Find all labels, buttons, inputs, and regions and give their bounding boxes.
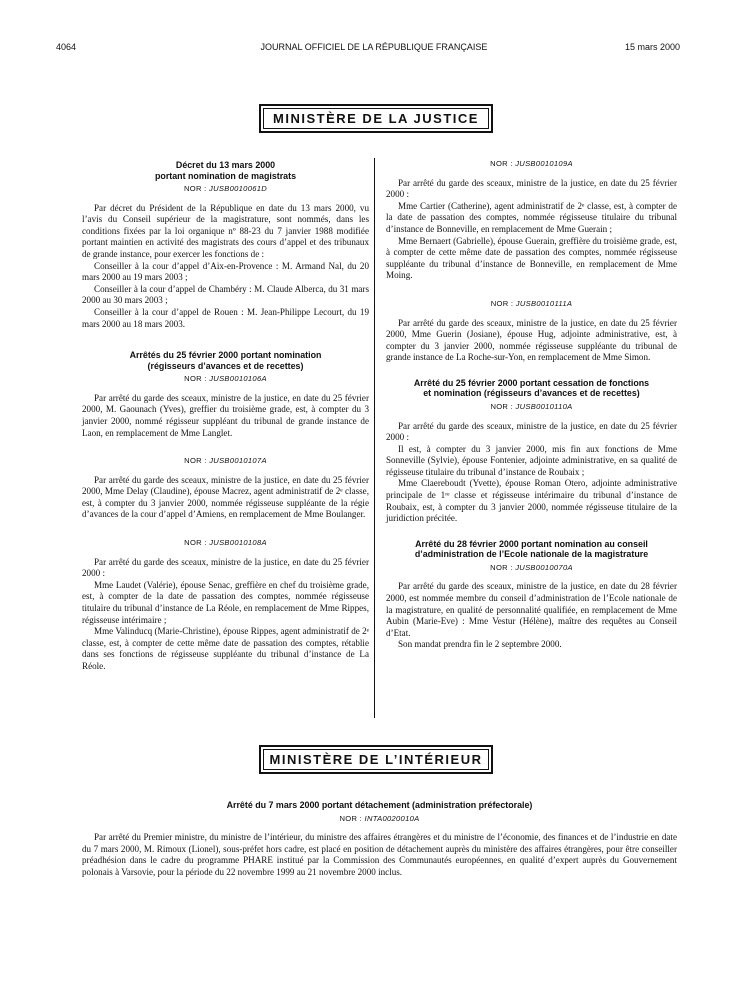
paragraph: Par décret du Président de la République en date du 13 mars 2000, vu l’avis du Conseil supérieur de la magistrature, sont nommés, dans les conditions fixées par la loi organique nº 88-23 du 7 janvier 1988 modifiée portant maintien en activité des magistrats des cours d’appel et des tribunaux de grande instance, pour exercer les fonctions de : <box>82 202 369 259</box>
paragraph: Par arrêté du garde des sceaux, ministre de la justice, en date du 25 février 2000 : <box>82 556 369 579</box>
decree-title: Décret du 13 mars 2000 portant nomination de magistrats <box>154 160 297 181</box>
journal-title: JOURNAL OFFICIEL DE LA RÉPUBLIQUE FRANÇAISE <box>260 42 488 52</box>
paragraph: Par arrêté du garde des sceaux, ministre de la justice, en date du 28 février 2000, est nommée membre du conseil d’administration de l’Ecole nationale de la magistrature, en qualité de personnalité qualifiée, en remplacement de Mme Aubin (Marie-Eve) : Mme Vestur (Hélène), maître des requêtes au Conseil d’Etat. <box>386 581 677 638</box>
ministry-interior-heading <box>259 745 493 774</box>
arrete-title: Arrêtés du 25 février 2000 portant nomination (régisseurs d’avances et de recettes) <box>129 350 322 371</box>
paragraph: Mme Cartier (Catherine), agent administratif de 2ᵉ classe, est, à compter de la date de passation des comptes, nommée régisseuse titulaire du tribunal d’instance de Bonneville, en remplacement de Mme Guerain ; <box>386 200 677 234</box>
paragraph: Par arrêté du Premier ministre, du ministre de l’intérieur, du ministre des affaires étrangères et du ministre de l’économie, des finances et de l’industrie en date du 7 mars 2000, M. Rimoux (Lionel), sous-préfet hors cadre, est placé en position de détachement auprès du ministère des affaires étrangères, pour être conseiller préadhésion dans le cadre du programme PHARE institué par la Commission des Communautés européennes, en qualité d’expert auprès du Gouvernement polonais à Varsovie, pour la période du 22 novembre 1999 au 21 novembre 2000 inclus. <box>82 832 677 877</box>
paragraph: Par arrêté du garde des sceaux, ministre de la justice, en date du 25 février 2000 : <box>386 177 677 200</box>
paragraph: Conseiller à la cour d’appel de Chambéry : M. Claude Alberca, du 31 mars 2000 au 30 mars 2003 ; <box>82 283 369 306</box>
nor-reference: NOR : JUSB0010106A <box>184 374 267 384</box>
nor-reference: NOR : JUSB0010108A <box>184 538 267 548</box>
interior-section <box>82 800 677 878</box>
paragraph: Mme Claereboudt (Yvette), épouse Roman Otero, adjointe administrative principale de 1ʳᵉ classe et régisseuse intérimaire du tribunal d’instance de Roubaix, est, à compter du 3 janvier 2000, nommée régisseuse titulaire de la juridiction précitée. <box>386 478 677 524</box>
issue-date: 15 mars 2000 <box>624 42 680 52</box>
paragraph: Conseiller à la cour d’appel de Rouen : M. Jean-Philippe Lecourt, du 19 mars 2000 au 18 mars 2003. <box>82 306 369 329</box>
nor-reference: NOR : INTA0020010A <box>339 813 420 823</box>
arrete-title: Arrêté du 25 février 2000 portant cessation de fonctions et nomination (régisseurs d’avances et de recettes) <box>413 377 650 399</box>
paragraph: Par arrêté du garde des sceaux, ministre de la justice, en date du 25 février 2000, M. Gaounach (Yves), greffier du troisième grade, est, à compter du 3 janvier 2000, nommé régisseur suppléant du tribunal de grande instance de Laon, en remplacement de Mme Langlet. <box>82 392 369 438</box>
arrete-title: Arrêté du 28 février 2000 portant nomination au conseil d’administration de l’Ecole nationale de la magistrature <box>414 538 649 560</box>
paragraph: Par arrêté du garde des sceaux, ministre de la justice, en date du 25 février 2000, Mme Guerin (Josiane), épouse Hug, adjointe administrative, est, à compter du 3 janvier 2000, nommée régisseuse suppléante du tribunal de grande instance de La Roche-sur-Yon, en remplacement de Mme Simon. <box>386 317 677 363</box>
ministry-justice-heading <box>259 104 493 133</box>
right-column <box>386 156 677 651</box>
paragraph: Par arrêté du garde des sceaux, ministre de la justice, en date du 25 février 2000 : <box>386 420 677 443</box>
arrete-title: Arrêté du 7 mars 2000 portant détachement (administration préfectorale) <box>226 800 533 810</box>
column-divider <box>374 158 375 718</box>
nor-reference: NOR : JUSB0010109A <box>490 159 573 168</box>
paragraph: Son mandat prendra fin le 2 septembre 2000. <box>398 639 562 650</box>
nor-reference: NOR : JUSB0010061D <box>183 184 268 193</box>
ministry-justice-label: MINISTÈRE DE LA JUSTICE <box>263 108 489 129</box>
paragraph: Par arrêté du garde des sceaux, ministre de la justice, en date du 25 février 2000, Mme Delay (Claudine), épouse Macrez, agent administratif de 2ᵉ classe, est, à compter du 3 janvier 2000, nommée régisseuse suppléante de la régie d’avances de la cour d’appel d’Amiens, en remplacement de Mme Boulanger. <box>82 474 369 520</box>
paragraph: Il est, à compter du 3 janvier 2000, mis fin aux fonctions de Mme Sonneville (Sylvie), épouse Fontenier, adjointe administrative, en sa qualité de régisseuse titulaire du tribunal d’instance de Roubaix ; <box>386 443 677 477</box>
paragraph: Mme Bernaert (Gabrielle), épouse Guerain, greffière du troisième grade, est, à compter de cette même date de passation des comptes, nommée régisseuse suppléante du tribunal d’instance de Bonneville, en remplacement de Mme Moing. <box>386 235 677 281</box>
nor-reference: NOR : JUSB0010110A <box>490 401 573 411</box>
nor-reference: NOR : JUSB0010111A <box>490 298 573 308</box>
ministry-interior-label: MINISTÈRE DE L’INTÉRIEUR <box>263 749 489 770</box>
nor-reference: NOR : JUSB0010070A <box>490 562 573 572</box>
paragraph: Mme Valinducq (Marie-Christine), épouse Rippes, agent administratif de 2ᵉ classe, est, à compter de cette même date de passation des comptes, rétablie dans ses fonctions de régisseuse suppléante du tribunal d’instance de La Réole. <box>82 626 369 671</box>
nor-reference: NOR : JUSB0010107A <box>184 456 267 466</box>
left-column <box>82 160 369 673</box>
paragraph: Conseiller à la cour d’appel d’Aix-en-Provence : M. Armand Nal, du 20 mars 2000 au 19 mars 2003 ; <box>82 260 369 283</box>
page-number: 4064 <box>56 42 77 52</box>
paragraph: Mme Laudet (Valérie), épouse Senac, greffière en chef du troisième grade, est, à compter de la date de passation des comptes, nommée régisseuse titulaire du tribunal d’instance de La Réole, en remplacement de Mme Rippes, régisseuse intérimaire ; <box>82 579 369 625</box>
